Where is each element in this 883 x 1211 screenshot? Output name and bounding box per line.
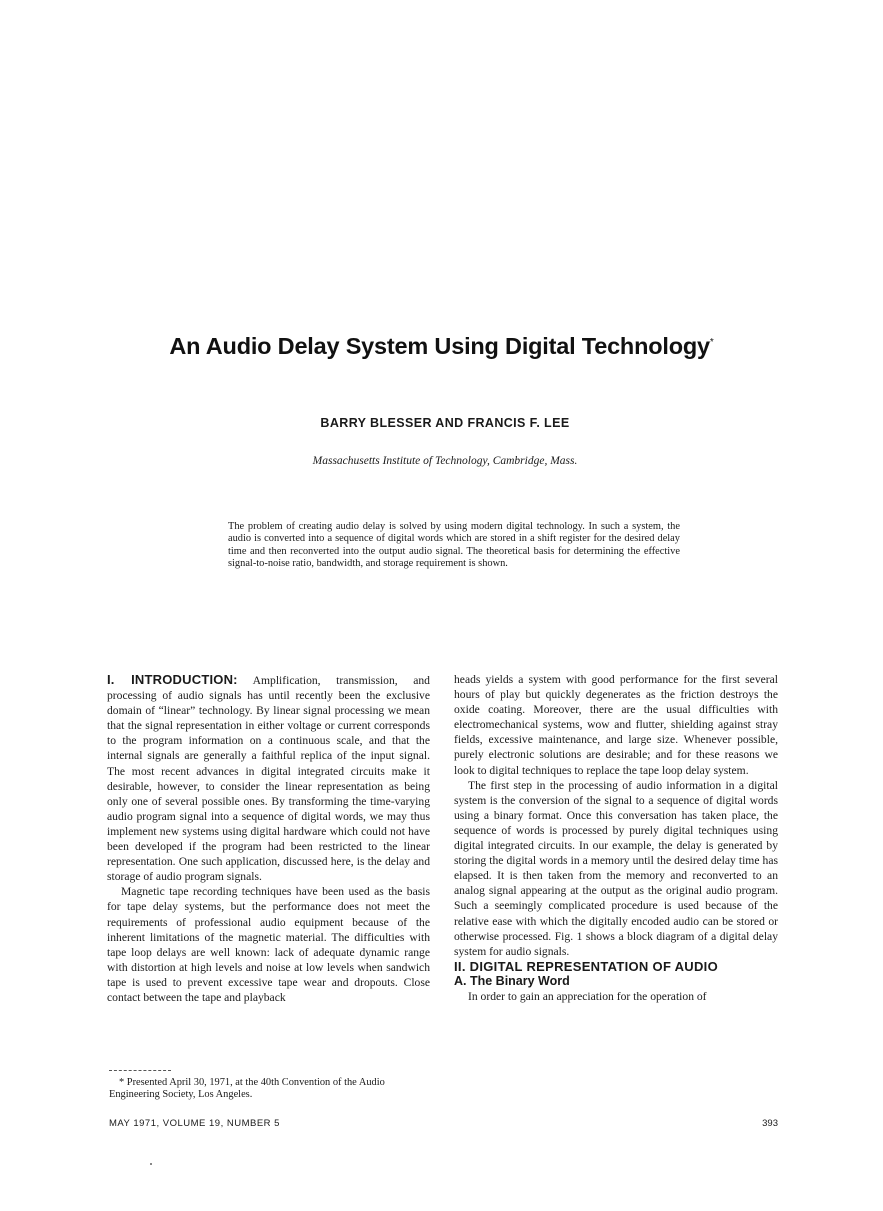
footnote-line-1: * Presented April 30, 1971, at the 40th Convention of the — [119, 1077, 357, 1088]
footnote — [109, 1077, 431, 1101]
intro-paragraph-3: The first step in the processing of audio information in a digital system is the conversion of the signal to a sequence of digital words using a binary format. Once this conversation has taken place, the sequence of words is processed by purely digital techniques using digital integrated circuits. In our example, the delay is generated by storing the digital words in a memory until the desired delay time has elapsed. It is then taken from the memory and reconverted to an analog signal appearing at the output as the original audio program. Such a seemingly complicated procedure is used because of the relative ease with which the digitally encoded audio can be stored or otherwise processed. Fig. 1 shows a block diagram of a digital delay system for audio signals. — [454, 778, 778, 958]
paper-title — [0, 333, 883, 360]
right-column — [454, 672, 778, 1004]
intro-paragraph-1-text: Amplification, transmission, and processing of audio signals has until recently been the exclusive domain of “linear” technology. By linear signal processing we mean that the signal representation in either voltage or current corresponds to the program information on a continuous scale, and that the internal signals are generally a faithful replica of the input signal. The most recent advances in digital integrated circuits make it desirable, however, to consider the linear representation as being only one of several possible ones. By transforming the time-varying audio program signal into a sequence of digital words, we may thus implement new systems using digital hardware which could not have been developed if the program had been restricted to the linear representation. One such application, discussed here, is the delay and storage of audio program signals. — [107, 674, 430, 884]
footnote-line-2: Audio Engineering Society, Los Angeles. — [109, 1077, 385, 1100]
subsection-a-heading: A. The Binary Word — [454, 973, 570, 988]
scan-speck — [150, 1163, 152, 1165]
author-line: BARRY BLESSER AND FRANCIS F. LEE — [320, 416, 570, 430]
abstract: The problem of creating audio delay is solved by using modern digital technology. In such a system, the audio is converted into a sequence of digital words which are stored in a shift register for the desired delay time and then reconverted into the output audio signal. The theoretical basis for determining the effective signal-to-noise ratio, bandwidth, and storage requirement is shown. — [228, 521, 680, 569]
section-2-heading: II. DIGITAL REPRESENTATION OF AUDIO — [454, 958, 719, 974]
journal-citation: MAY 1971, VOLUME 19, NUMBER 5 — [109, 1118, 280, 1129]
intro-heading: I. INTRODUCTION: — [107, 672, 238, 687]
page-number: 393 — [762, 1118, 778, 1129]
footnote-rule — [109, 1070, 171, 1071]
intro-paragraph-1 — [107, 672, 430, 884]
intro-paragraph-2: Magnetic tape recording techniques have been used as the basis for tape delay systems, but the performance does not meet the requirements of professional audio equipment because of the inherent limitations of the magnetic material. The difficulties with tape loop delays are well known: lack of adequate dynamic range with distortion at high levels and noise at low levels when sandwich tape is used to prevent excessive tape wear and dropouts. Close contact between the tape and playback — [107, 885, 430, 1004]
title-footnote-mark: * — [709, 337, 714, 349]
intro-paragraph-2-continued: heads yields a system with good performance for the first several hours of play but quickly degenerates as the friction destroys the oxide coating. Moreover, there are the usual difficulties with electromechanical systems, wow and flutter, shielding against stray fields, excessive maintenance, and large size. Whenever possible, purely electronic solutions are desirable; and for these reasons we look to digital techniques to replace the tape loop delay system. — [454, 673, 778, 777]
left-column — [107, 672, 430, 1005]
affiliation: Massachusetts Institute of Technology, Cambridge, Mass. — [312, 455, 578, 467]
title-text: An Audio Delay System Using Digital Technology — [169, 333, 710, 359]
section-2-paragraph-1: In order to gain an appreciation for the operation of — [468, 989, 707, 1003]
